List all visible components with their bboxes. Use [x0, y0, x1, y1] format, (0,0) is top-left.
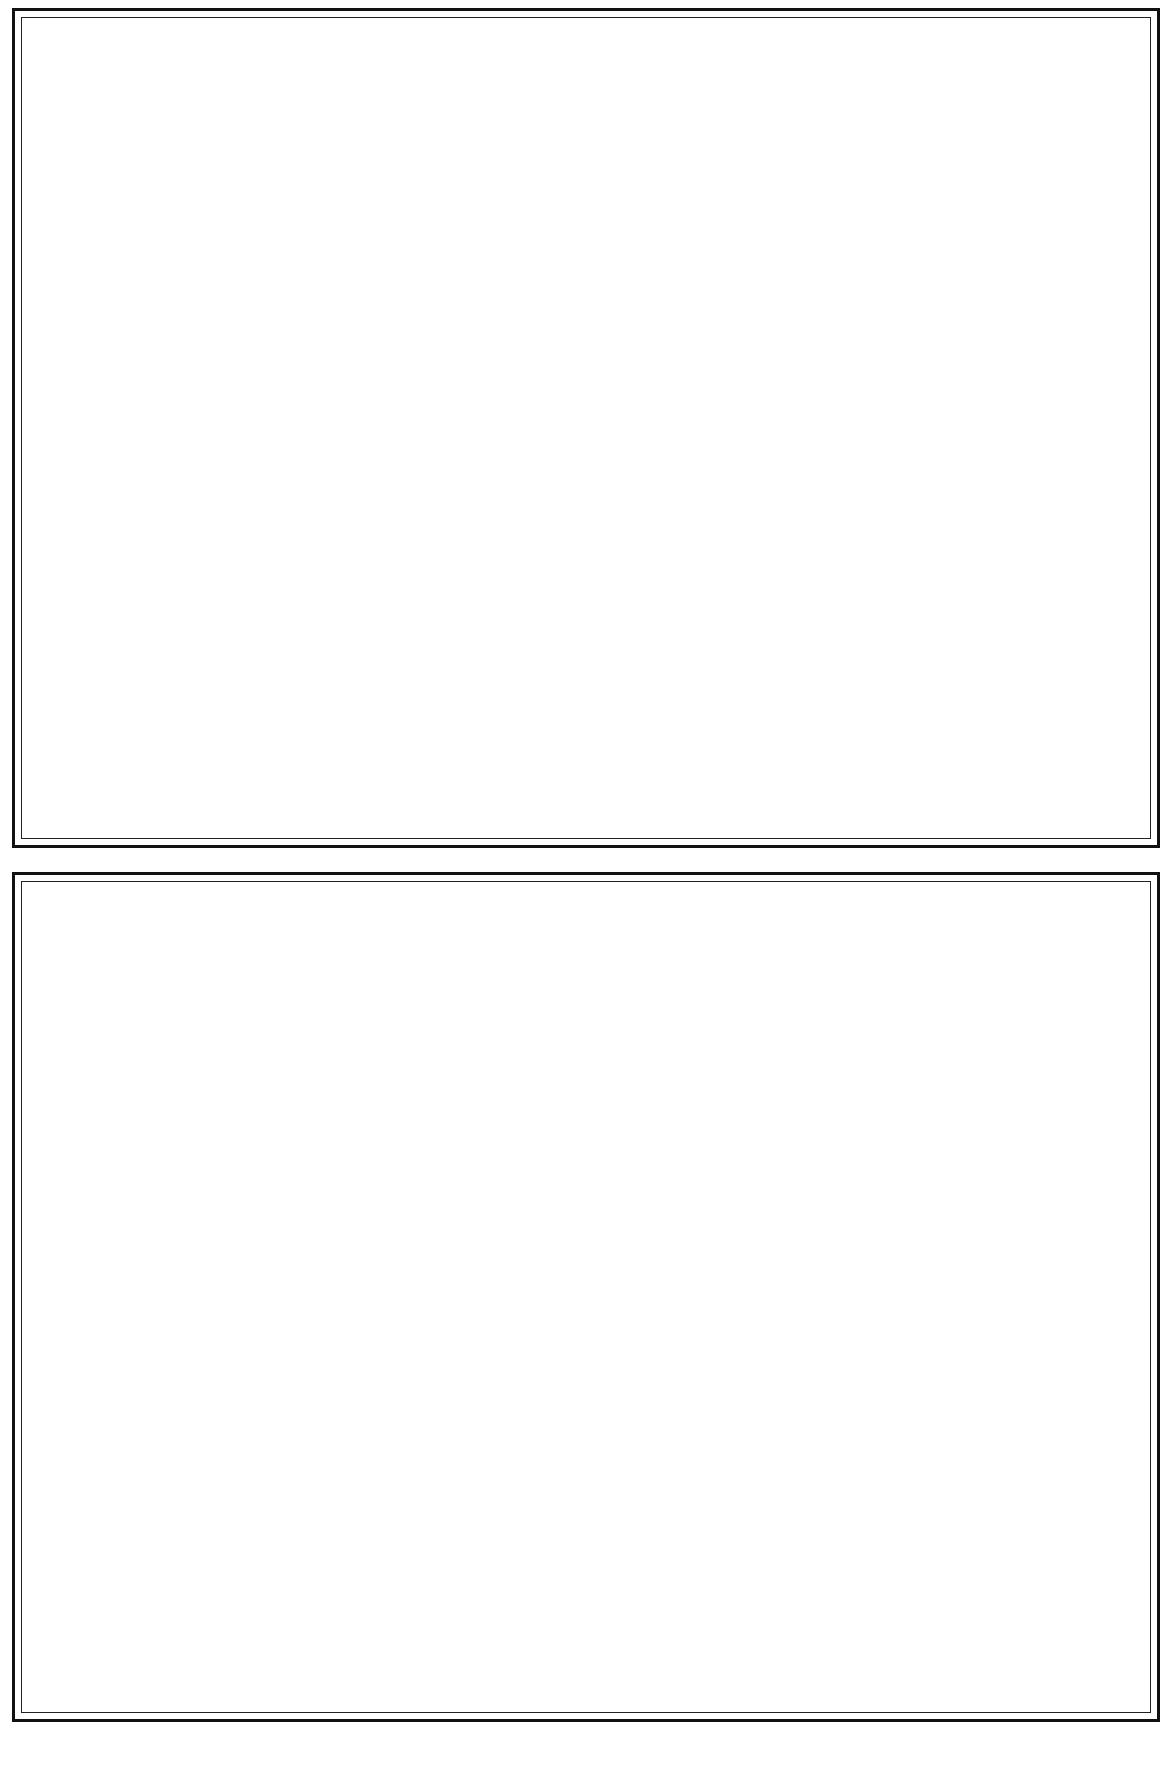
page-lower	[12, 872, 1160, 1722]
text-frame	[21, 17, 1151, 839]
text-frame	[21, 881, 1151, 1713]
column-grid	[22, 882, 1150, 1712]
column-grid	[22, 18, 1150, 838]
page-upper	[12, 8, 1160, 848]
